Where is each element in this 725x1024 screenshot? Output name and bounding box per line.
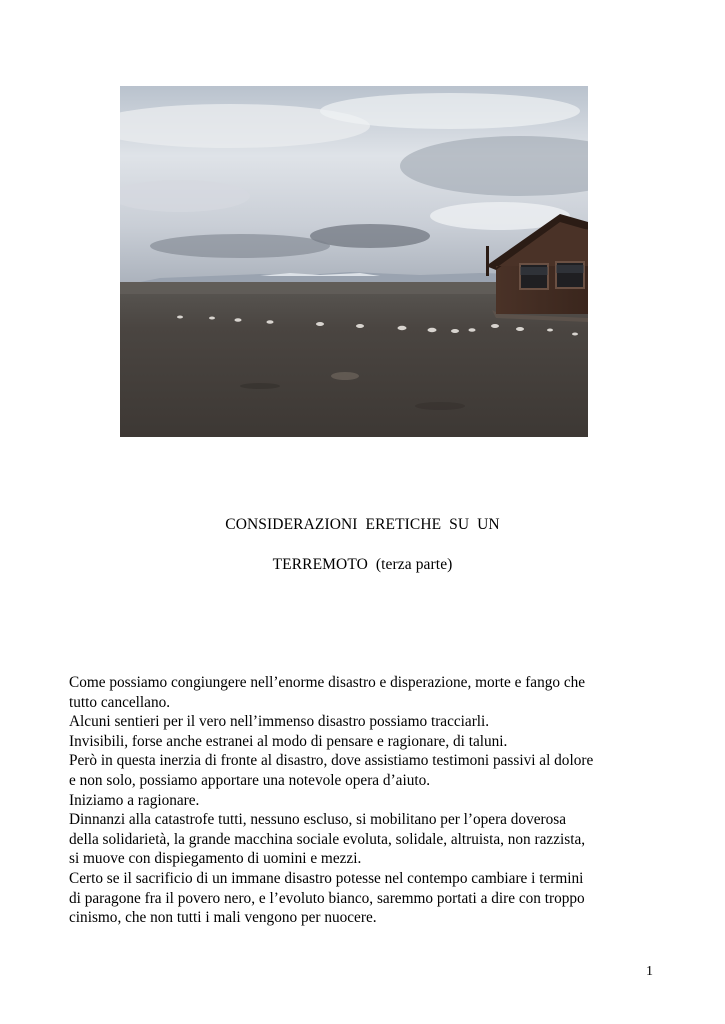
- body-line: e non solo, possiamo apportare una notevole opera d’aiuto.: [69, 771, 431, 789]
- body-line: Dinnanzi alla catastrofe tutti, nessuno escluso, si mobilitano per l’opera doverosa: [69, 811, 567, 829]
- body-line: Invisibili, forse anche estranei al modo di pensare e ragionare, di taluni.: [69, 732, 508, 750]
- body-line: tutto cancellano.: [69, 693, 171, 711]
- landscape-photo: [120, 86, 588, 437]
- body-line: Certo se il sacrificio di un immane disastro potesse nel contempo cambiare i termini: [69, 869, 584, 887]
- body-line: Come possiamo congiungere nell’enorme disastro e disperazione, morte e fango che: [69, 674, 586, 691]
- body-line: di paragone fra il povero nero, e l’evoluto bianco, saremmo portati a dire con troppo: [69, 889, 585, 907]
- document-body: [69, 673, 669, 928]
- body-line: Alcuni sentieri per il vero nell’immenso disastro possiamo tracciarli.: [69, 713, 490, 731]
- body-line: della solidarietà, la grande macchina sociale evoluta, solidale, altruista, non razzista,: [69, 830, 586, 848]
- document-title-line-2: TERREMOTO (terza parte): [272, 556, 453, 573]
- body-line: Iniziamo a ragionare.: [69, 791, 200, 809]
- document-title-line-1: CONSIDERAZIONI ERETICHE SU UN: [225, 516, 500, 533]
- body-line: cinismo, che non tutti i mali vengono per nuocere.: [69, 909, 377, 927]
- page-number: 1: [646, 964, 653, 979]
- body-line: si muove con dispiegamento di uomini e mezzi.: [69, 850, 362, 868]
- body-line: Però in questa inerzia di fronte al disastro, dove assistiamo testimoni passivi al dolore: [69, 752, 594, 770]
